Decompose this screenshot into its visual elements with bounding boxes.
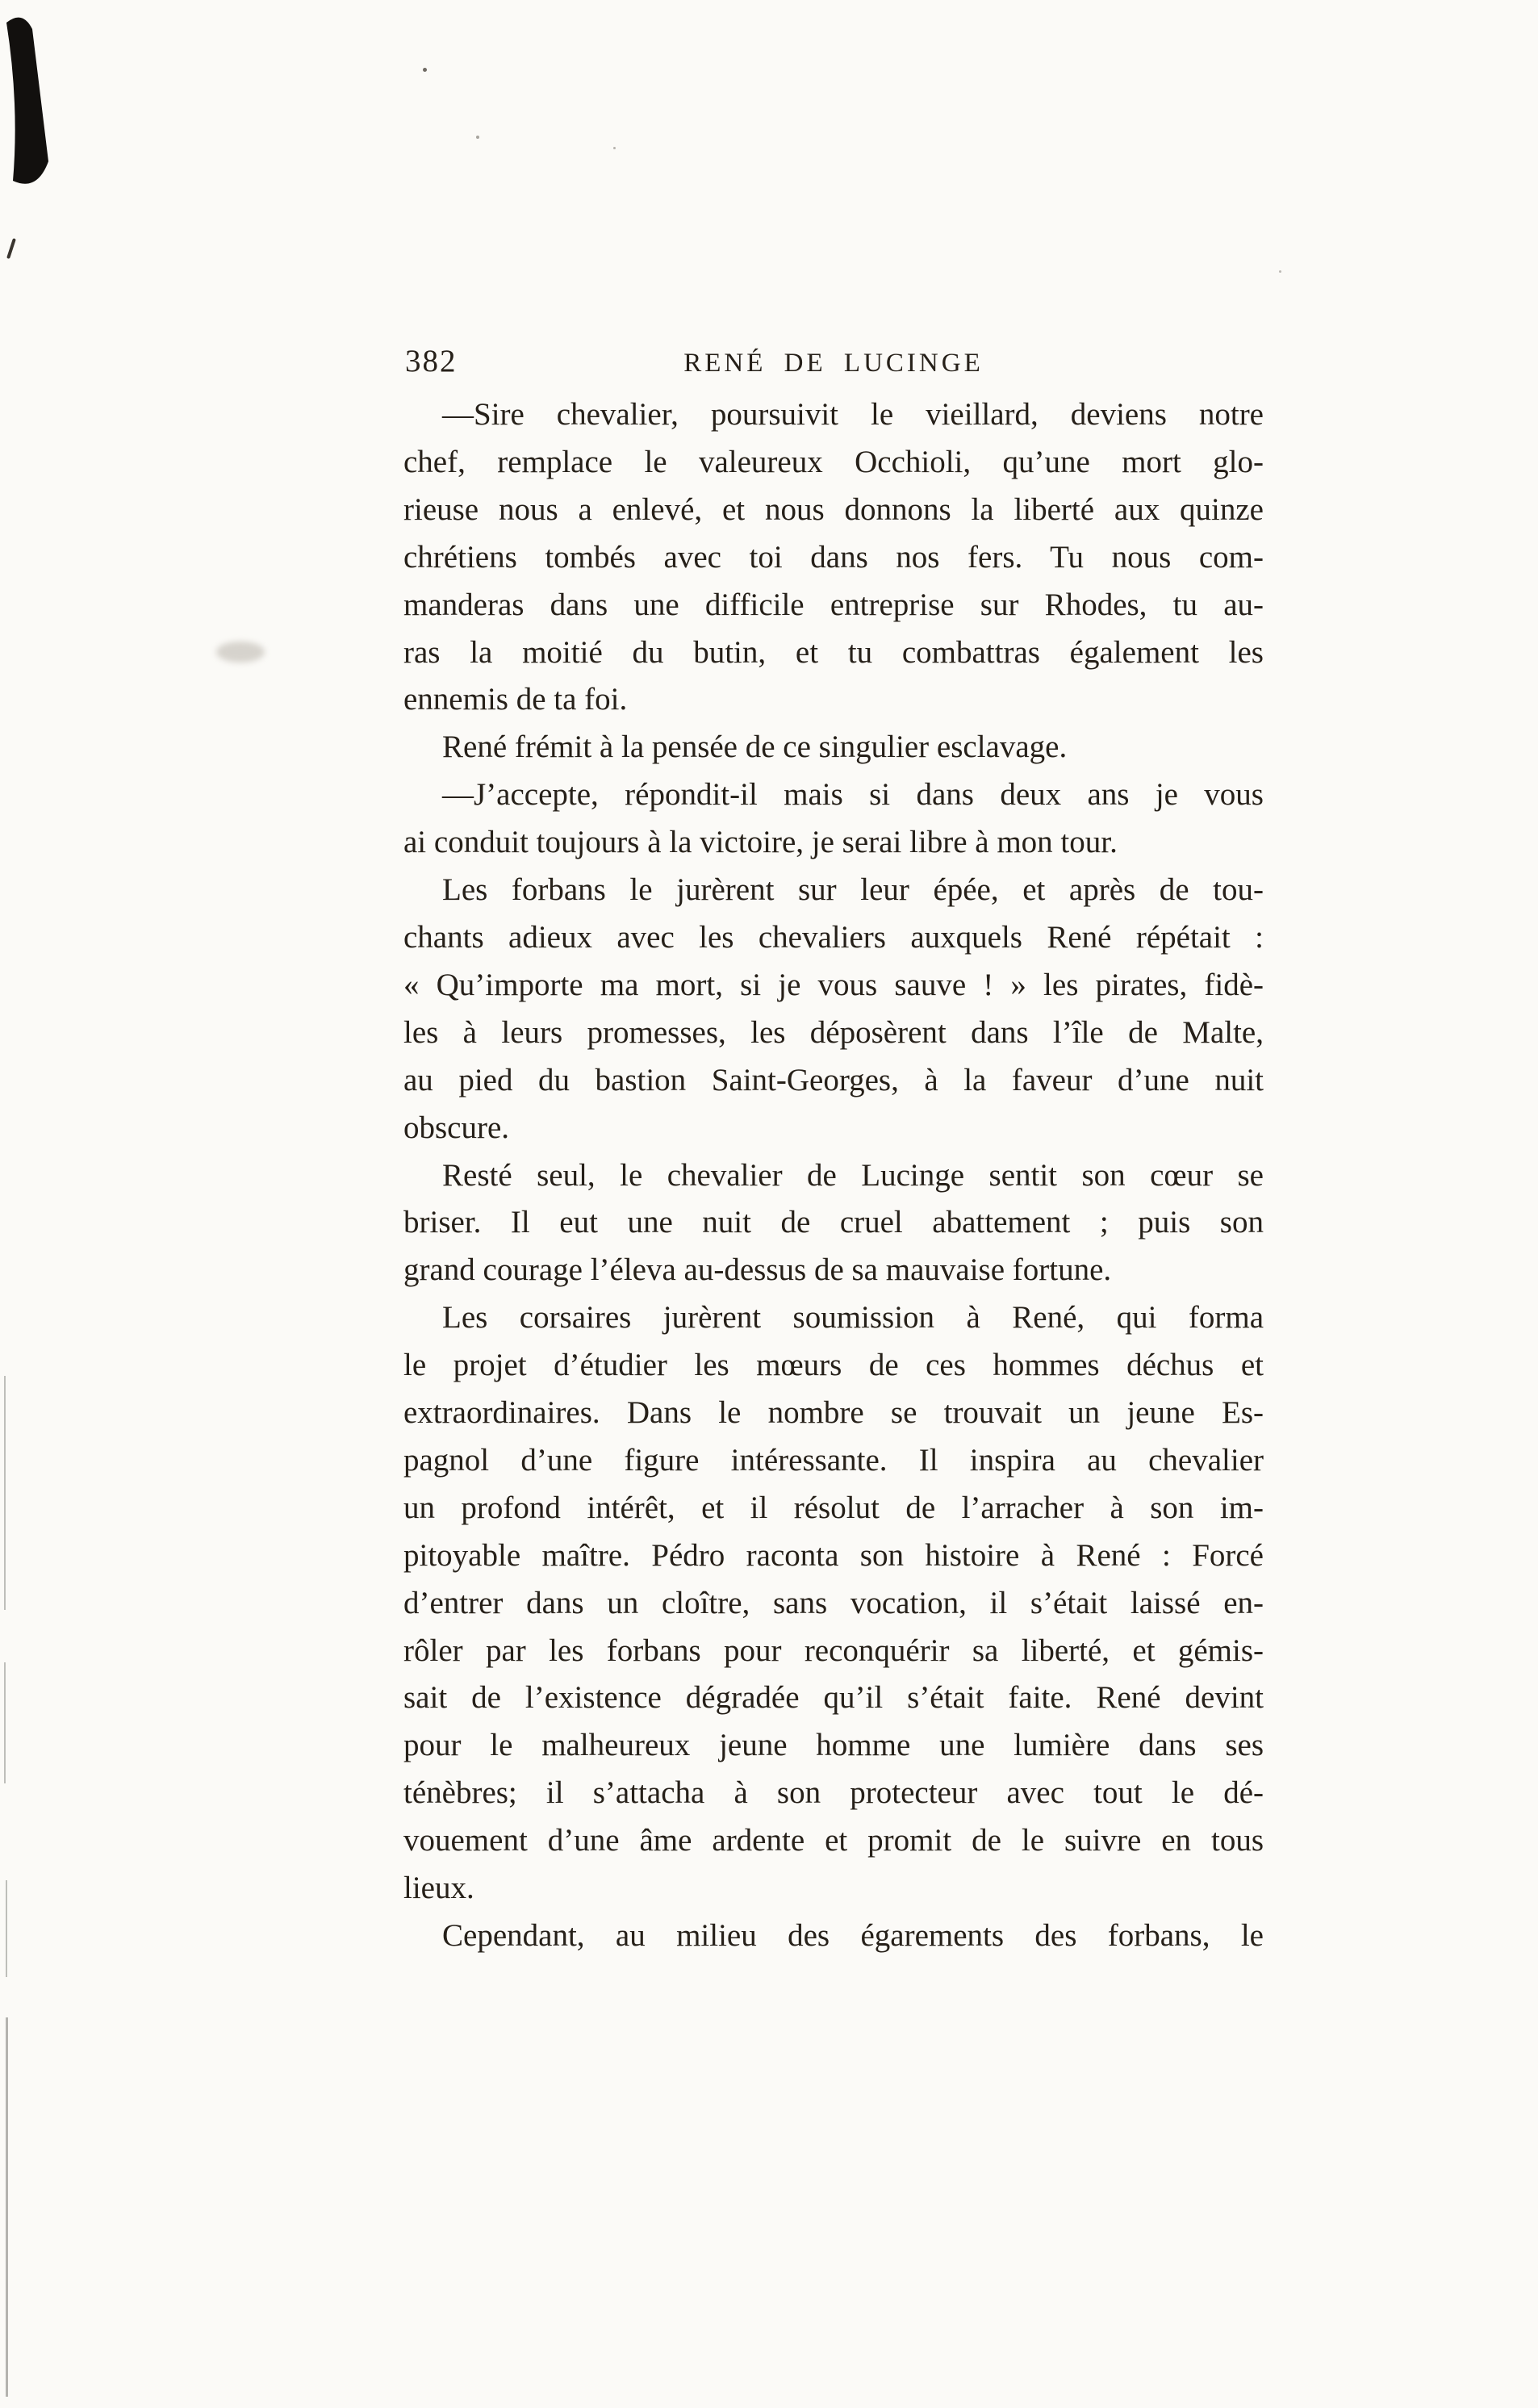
text-line: extraordinaires. Dans le nombre se trouvait un jeune Es- [403,1395,1264,1431]
ink-blot-artifact [0,8,73,202]
page-number: 382 [405,344,458,378]
text-line: pour le malheureux jeune homme une lumière dans ses [403,1728,1264,1763]
text-line: pagnol d’une figure intéressante. Il inspira au chevalier [403,1442,1264,1478]
text-line: chef, remplace le valeureux Occhioli, qu’une mort glo- [403,444,1264,479]
text-line: Resté seul, le chevalier de Lucinge sentit son cœur se [442,1157,1264,1193]
paragraph [403,391,1264,724]
paragraph [403,771,1264,867]
page-header [403,337,1264,385]
text-line: Cependant, au milieu des égarements des forbans, le [442,1918,1264,1953]
text-line: les à leurs promesses, les déposèrent dans l’île de Malte, [403,1014,1264,1050]
paragraph [403,1294,1264,1913]
speck-artifact [613,147,616,149]
text-line: « Qu’importe ma mort, si je vous sauve ! » les pirates, fidè- [403,967,1264,1002]
binding-line-artifact [6,2017,8,2397]
text-line: un profond intérêt, et il résolut de l’arracher à son im- [403,1490,1264,1525]
text-line: ténèbres; il s’attacha à son protecteur avec tout le dé- [403,1775,1264,1811]
text-line: obscure. [403,1110,510,1145]
text-line: rôler par les forbans pour reconquérir sa liberté, et gémis- [403,1633,1264,1668]
text-line: lieux. [403,1871,474,1906]
text-line: vouement d’une âme ardente et promit de le suivre en tous [403,1823,1264,1858]
text-line: Les corsaires jurèrent soumission à René, qui forma [442,1300,1264,1336]
pen-stroke-artifact [6,238,16,259]
text-line: —Sire chevalier, poursuivit le vieillard, deviens notre [442,397,1264,432]
text-line: au pied du bastion Saint-Georges, à la faveur d’une nuit [403,1062,1264,1097]
speck-artifact [1279,270,1281,273]
text-line: briser. Il eut une nuit de cruel abattement ; puis son [403,1205,1264,1240]
paragraph [403,724,1264,771]
binding-line-artifact [4,1376,6,1610]
text-line: Les forbans le jurèrent sur leur épée, et après de tou- [442,872,1264,908]
speck-artifact [423,68,427,72]
body-text [403,391,1264,1960]
paragraph [403,867,1264,1152]
running-head: RENÉ DE LUCINGE [683,349,984,378]
text-line: d’entrer dans un cloître, sans vocation, il s’était laissé en- [403,1585,1264,1620]
text-line: —J’accepte, répondit-il mais si dans deux ans je vous [442,777,1264,813]
text-column [403,337,1264,1960]
paragraph [403,1152,1264,1295]
smudge-artifact [216,642,265,663]
text-line: sait de l’existence dégradée qu’il s’était faite. René devint [403,1680,1264,1716]
text-line: pitoyable maître. Pédro raconta son histoire à René : Forcé [403,1537,1264,1573]
paragraph [403,1913,1264,1960]
text-line: chrétiens tombés avec toi dans nos fers. Tu nous com- [403,539,1264,575]
text-line: ras la moitié du butin, et tu combattras également les [403,634,1264,670]
binding-line-artifact [6,1880,7,1977]
text-line: grand courage l’éleva au-dessus de sa mauvaise fortune. [403,1252,1112,1288]
text-line: chants adieux avec les chevaliers auxquels René répétait : [403,919,1264,955]
text-line: rieuse nous a enlevé, et nous donnons la liberté aux quinze [403,491,1264,527]
text-line: ai conduit toujours à la victoire, je serai libre à mon tour. [403,825,1118,860]
speck-artifact [476,136,479,139]
text-line: ennemis de ta foi. [403,682,628,717]
text-line: le projet d’étudier les mœurs de ces hommes déchus et [403,1348,1264,1383]
binding-line-artifact [4,1662,6,1783]
text-line: René frémit à la pensée de ce singulier esclavage. [442,730,1068,765]
text-line: manderas dans une difficile entreprise sur Rhodes, tu au- [403,587,1264,622]
